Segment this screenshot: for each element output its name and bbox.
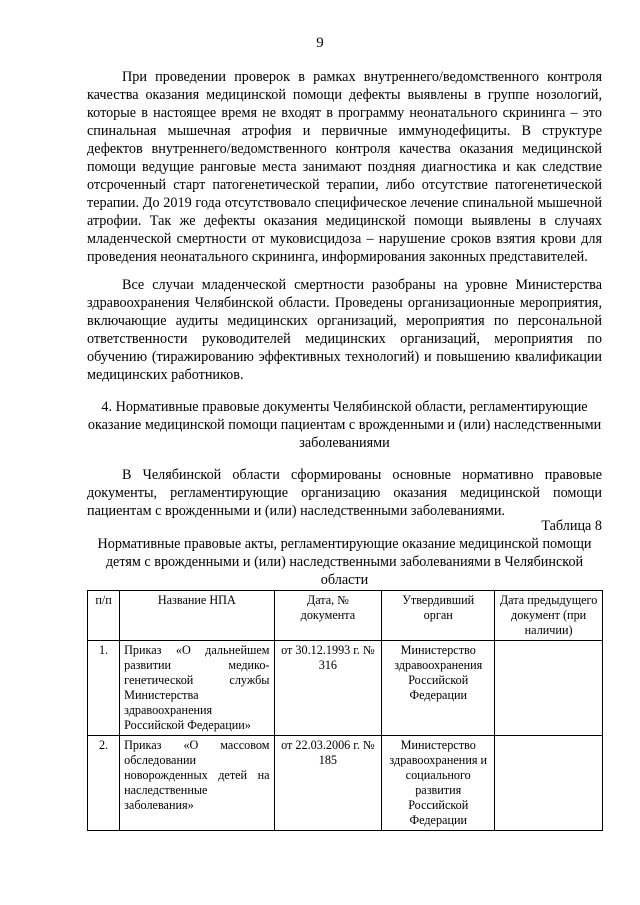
row-name: Приказ «О массовом обследовании новорожденных детей на наследственные заболевания» <box>120 736 274 831</box>
table-row <box>88 736 603 831</box>
header-name: Название НПА <box>120 591 274 641</box>
paragraph-normative-docs: В Челябинской области сформированы основные нормативно правовые документы, регламентирующие организацию оказания медицинской помощи пациентам с врожденными и (или) наследственными заболеваниями. <box>87 467 602 519</box>
page-number: 9 <box>316 35 324 51</box>
section-title: 4. Нормативные правовые документы Челябинской области, регламентирующие оказание медицинской помощи пациентам с врожденными и (или) наследственными заболеваниями <box>87 399 602 451</box>
row-num: 1. <box>88 641 120 736</box>
header-prev-date: Дата предыдущего документ (при наличии) <box>495 591 603 641</box>
table-label: Таблица 8 <box>541 518 602 534</box>
row-authority: Министерство здравоохранения и социального развития Российской Федерации <box>382 736 495 831</box>
table-row <box>88 641 603 736</box>
header-authority: Утвердивший орган <box>382 591 495 641</box>
row-prev-date <box>495 736 603 831</box>
row-date: от 22.03.2006 г. № 185 <box>274 736 382 831</box>
header-num: п/п <box>88 591 120 641</box>
paragraph-defects: При проведении проверок в рамках внутреннего/ведомственного контроля качества оказания медицинской помощи дефекты выявлены в группе нозологий, которые в настоящее время не входят в программу неонатального скрининга – это спинальная мышечная атрофия и первичные иммунодефициты. В структуре дефектов внутреннего/ведомственного контроля качества оказания медицинской помощи ведущие ранговые места занимают поздняя диагностика и как следствие отсроченный старт патогенетической терапии, либо отсутствие патогенетической терапии. До 2019 года отсутствовало специфическое лечение спинальной мышечной атрофии. Так же дефекты оказания медицинской помощи выявлены в случаях младенческой смертности от муковисцидоза – нарушение сроков взятия крови для проведения неонатального скрининга, информирования законных представителей. <box>87 69 602 265</box>
row-date: от 30.12.1993 г. № 316 <box>274 641 382 736</box>
row-authority: Министерство здравоохранения Российской Федерации <box>382 641 495 736</box>
npa-table <box>87 590 603 831</box>
row-name: Приказ «О дальнейшем развитии медико-генетической службы Министерства здравоохранения Российской Федерации» <box>120 641 274 736</box>
row-prev-date <box>495 641 603 736</box>
table-caption: Нормативные правовые акты, регламентирующие оказание медицинской помощи детям с врожденными и (или) наследственными заболеваниями в Челябинской области <box>97 536 592 588</box>
table-header-row <box>88 591 603 641</box>
paragraph-infant-mortality: Все случаи младенческой смертности разобраны на уровне Министерства здравоохранения Челябинской области. Проведены организационные мероприятия, включающие аудиты медицинских организаций, мероприятия по персональной ответственности руководителей медицинских организаций, мероприятия по обучению (тиражированию эффективных технологий) и повышению квалификации медицинских работников. <box>87 277 602 383</box>
row-num: 2. <box>88 736 120 831</box>
header-date: Дата, № документа <box>274 591 382 641</box>
